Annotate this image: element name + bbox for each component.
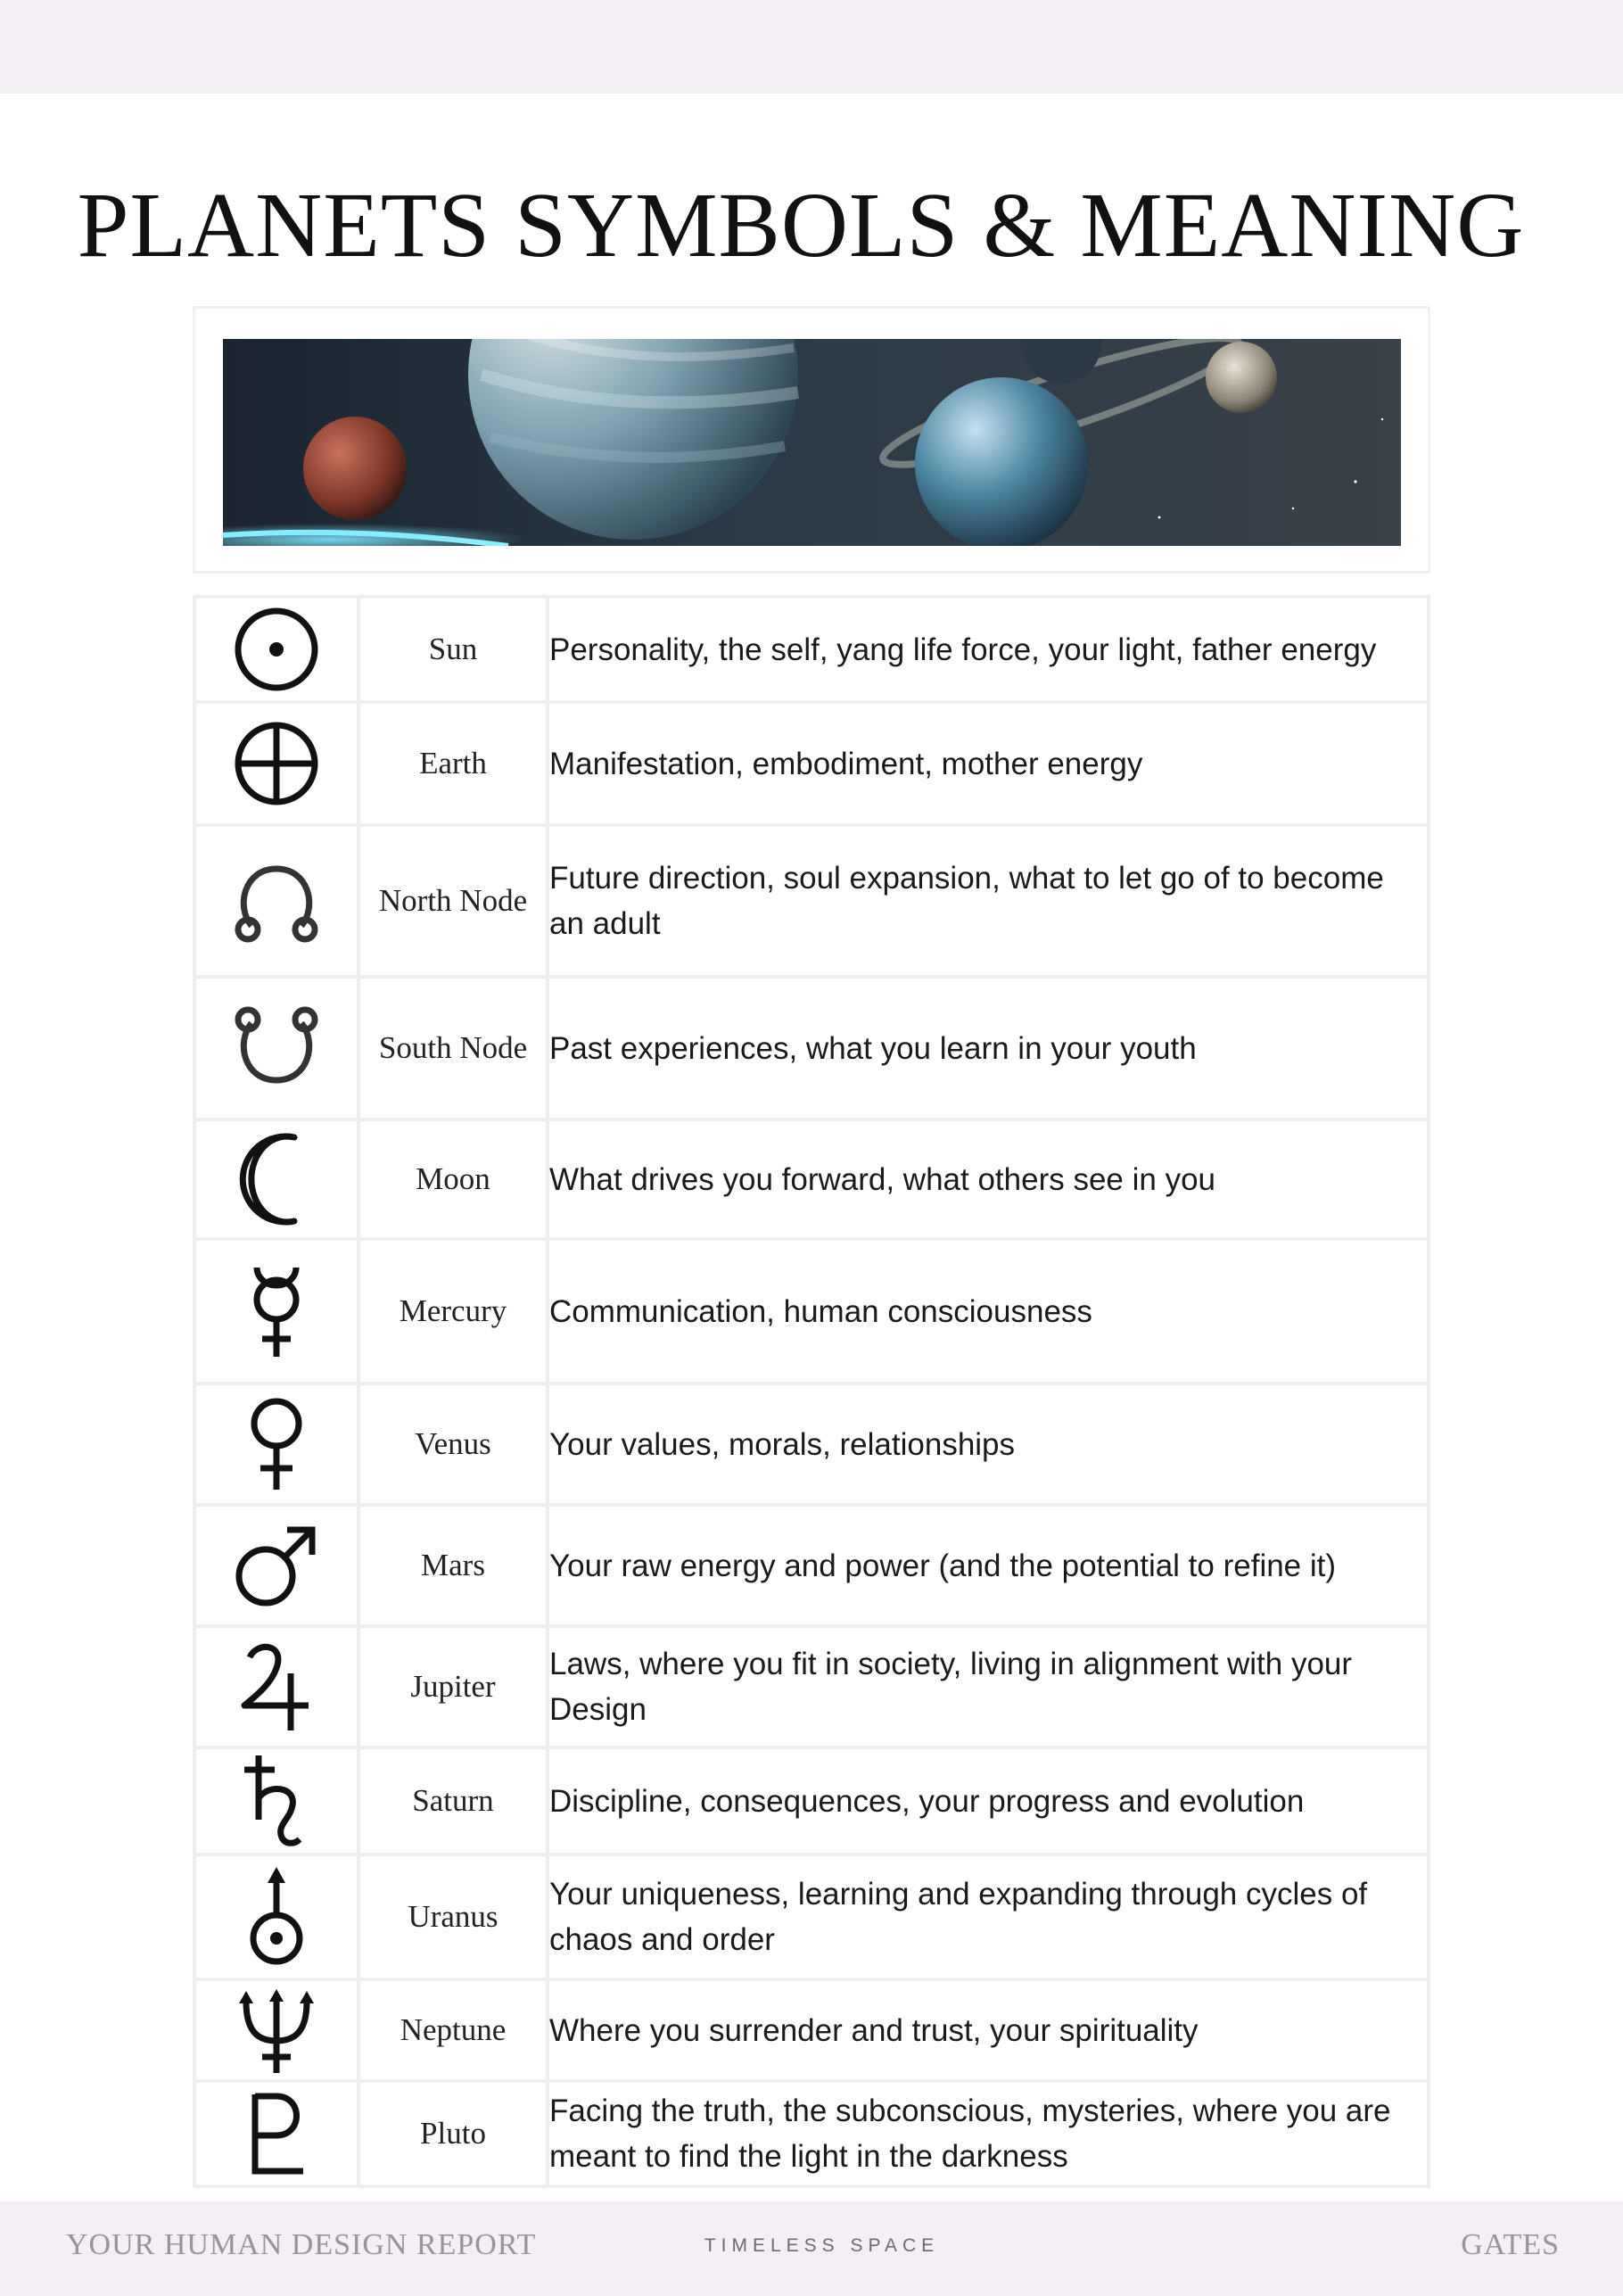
- north-node-icon: [232, 856, 321, 946]
- page-title: PLANETS SYMBOLS & MEANING: [77, 174, 1525, 277]
- planet-name: Moon: [358, 1119, 548, 1239]
- sun-icon: [232, 605, 321, 694]
- planet-name: Sun: [358, 597, 548, 702]
- planet-name: North Node: [358, 825, 548, 977]
- planet-meaning: Your raw energy and power (and the potential to refine it): [548, 1505, 1429, 1626]
- planet-name: Saturn: [358, 1747, 548, 1854]
- planet-meaning: Laws, where you fit in society, living in alignment with your Design: [548, 1626, 1429, 1747]
- pluto-icon: [232, 2089, 321, 2178]
- planet-meaning: Your uniqueness, learning and expanding through cycles of chaos and order: [548, 1854, 1429, 1979]
- planet-meaning: Manifestation, embodiment, mother energy: [548, 702, 1429, 825]
- planet-meaning: Where you surrender and trust, your spirituality: [548, 1979, 1429, 2081]
- mercury-icon: [232, 1262, 321, 1360]
- table-row: [194, 1979, 1429, 2081]
- uranus-icon: [232, 1865, 321, 1969]
- top-band: [0, 0, 1623, 94]
- planet-name: Neptune: [358, 1979, 548, 2081]
- planet-meaning: Personality, the self, yang life force, your light, father energy: [548, 597, 1429, 702]
- footer-brand: TIMELESS SPACE: [704, 2235, 940, 2256]
- table-row: [194, 1383, 1429, 1505]
- footer-report-title: YOUR HUMAN DESIGN REPORT: [66, 2228, 537, 2261]
- table-row: [194, 825, 1429, 977]
- planet-name: Mercury: [358, 1239, 548, 1383]
- table-row: [194, 597, 1429, 702]
- table-row: [194, 702, 1429, 825]
- table-row: [194, 1239, 1429, 1383]
- planets-table: [193, 595, 1430, 2188]
- jupiter-icon: [232, 1638, 321, 1736]
- planet-meaning: Your values, morals, relationships: [548, 1383, 1429, 1505]
- neptune-icon: [232, 1986, 321, 2075]
- planet-name: Earth: [358, 702, 548, 825]
- table-row: [194, 1505, 1429, 1626]
- planets-banner-image: [223, 339, 1401, 546]
- planet-meaning: Communication, human consciousness: [548, 1239, 1429, 1383]
- planet-meaning: Future direction, soul expansion, what to let go of to become an adult: [548, 825, 1429, 977]
- saturn-icon: [232, 1752, 321, 1850]
- planet-name: Pluto: [358, 2081, 548, 2186]
- planet-name: Uranus: [358, 1854, 548, 1979]
- planet-meaning: Discipline, consequences, your progress and evolution: [548, 1747, 1429, 1854]
- planet-name: Mars: [358, 1505, 548, 1626]
- table-row: [194, 1747, 1429, 1854]
- planet-name: Venus: [358, 1383, 548, 1505]
- planet-meaning: What drives you forward, what others see in you: [548, 1119, 1429, 1239]
- table-row: [194, 1854, 1429, 1979]
- earth-icon: [232, 719, 321, 808]
- moon-icon: [232, 1130, 321, 1228]
- table-row: [194, 977, 1429, 1119]
- table-row: [194, 2081, 1429, 2186]
- table-row: [194, 1119, 1429, 1239]
- venus-icon: [232, 1395, 321, 1493]
- south-node-icon: [232, 1003, 321, 1093]
- planet-name: South Node: [358, 977, 548, 1119]
- planet-name: Jupiter: [358, 1626, 548, 1747]
- mars-icon: [232, 1521, 321, 1610]
- planet-meaning: Facing the truth, the subconscious, mysteries, where you are meant to find the light in the darkness: [548, 2081, 1429, 2186]
- table-row: [194, 1626, 1429, 1747]
- planet-meaning: Past experiences, what you learn in your youth: [548, 977, 1429, 1119]
- footer-section-label: GATES: [1461, 2228, 1560, 2261]
